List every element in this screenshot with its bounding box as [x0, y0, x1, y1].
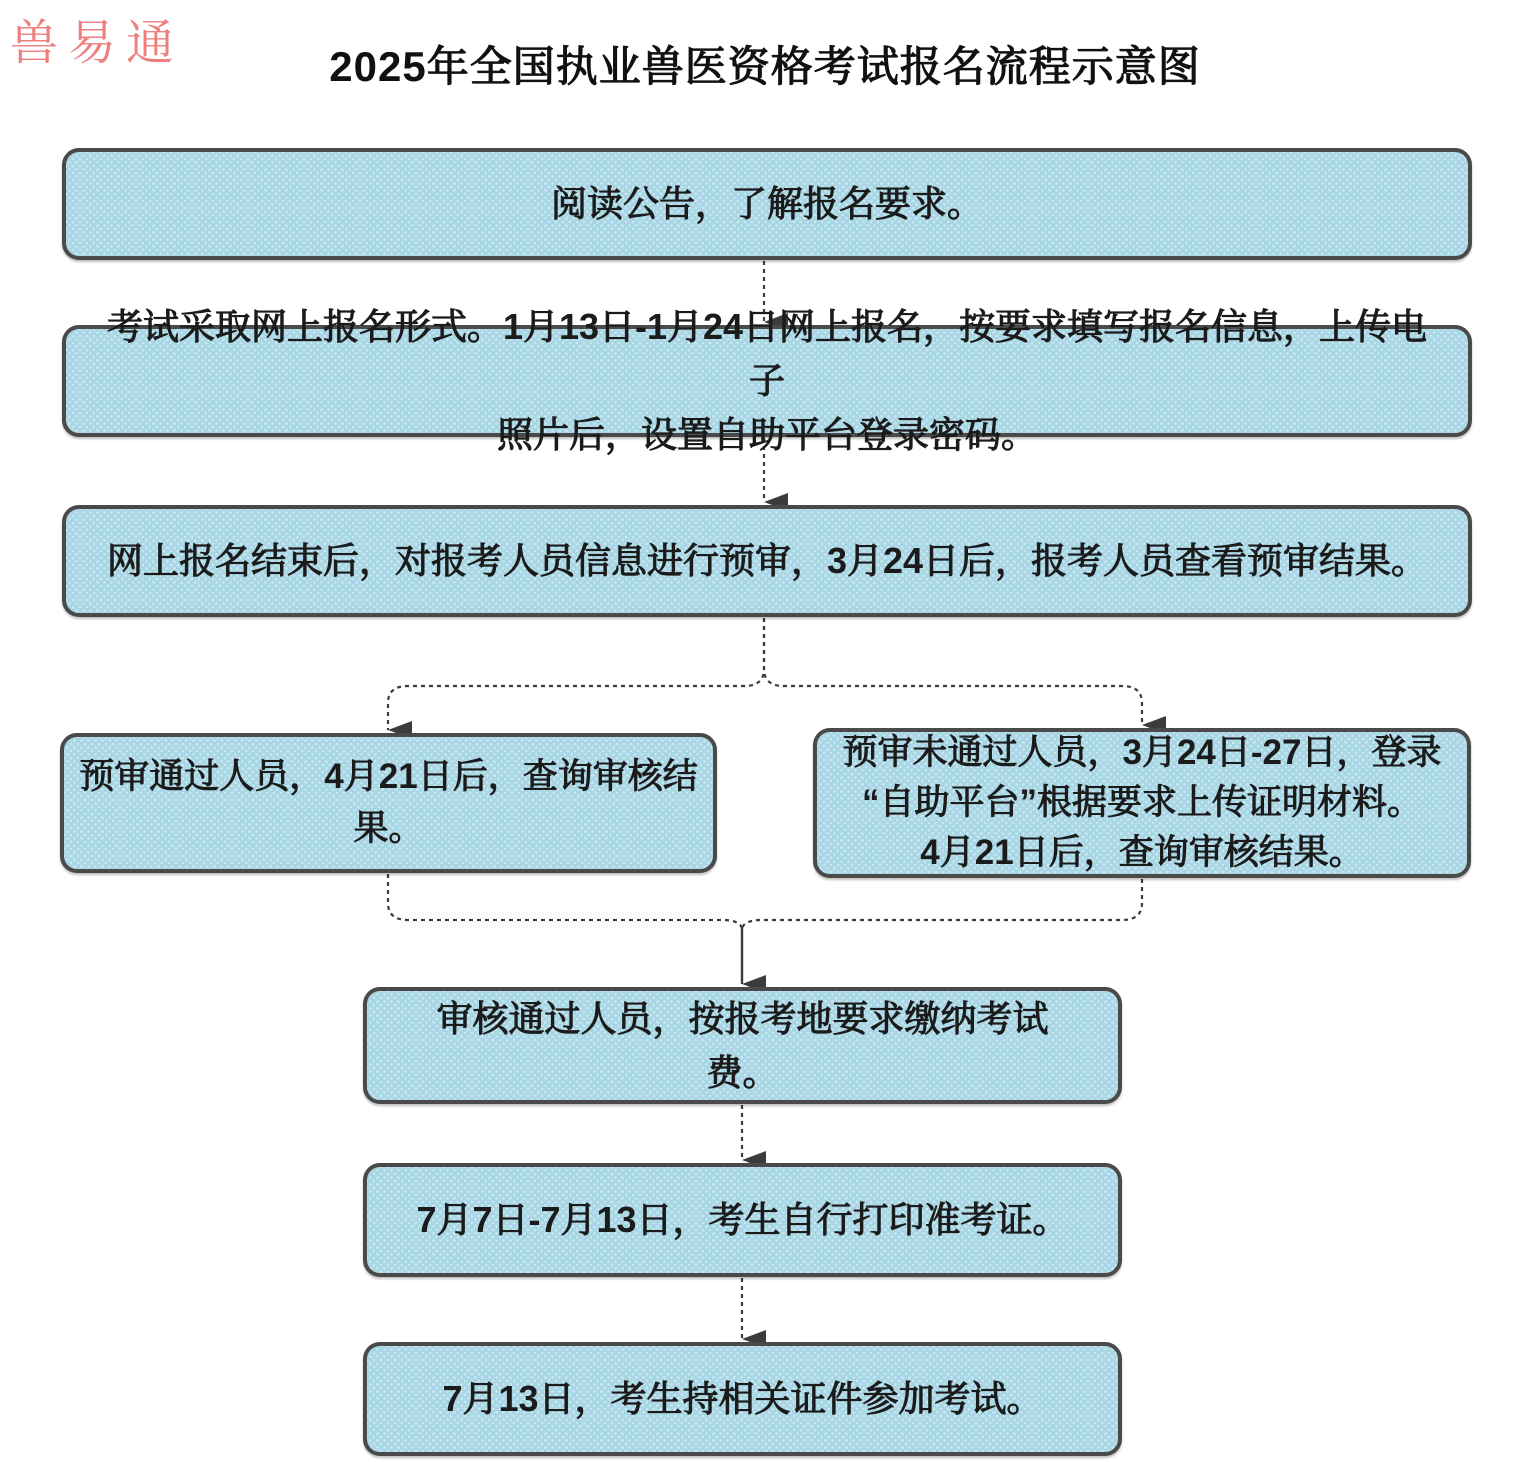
page-title: 2025年全国执业兽医资格考试报名流程示意图 — [329, 43, 1201, 90]
flow-step-text: 预审未通过人员，3月24日-27日，登录 — [842, 732, 1442, 772]
flow-step-text: “自助平台”根据要求上传证明材料。 — [861, 782, 1422, 822]
watermark-text: 兽易通 — [10, 17, 185, 70]
flow-step-read-notice — [62, 148, 1472, 260]
flow-step-pre-review-passed — [60, 733, 717, 873]
flow-step-pay-fee — [363, 987, 1122, 1104]
connector-merge-right — [742, 879, 1142, 930]
flow-step-text: 果。 — [353, 809, 424, 848]
flow-step-text: 预审通过人员，4月21日后，查询审核结 — [79, 756, 698, 796]
flow-step-text: 4月21日后，查询审核结果。 — [920, 833, 1364, 873]
flow-step-take-exam — [363, 1342, 1122, 1456]
flow-step-text: 考试采取网上报名形式。1月13日-1月24日网上报名，按要求填写报名信息，上传电子 — [106, 306, 1428, 401]
connector-branch-right — [764, 618, 1142, 725]
connector-branch-left — [388, 618, 764, 730]
flow-step-pre-review-failed — [813, 728, 1471, 878]
flow-step-print-ticket — [363, 1163, 1122, 1277]
flow-step-text: 7月7日-7月13日，考生自行打印准考证。 — [416, 1199, 1069, 1240]
flow-step-text: 审核通过人员，按报考地要求缴纳考试费。 — [436, 997, 1049, 1093]
flow-step-text: 照片后，设置自助平台登录密码。 — [496, 414, 1037, 455]
flow-step-text: 阅读公告，了解报名要求。 — [550, 183, 983, 224]
connector-merge-left — [388, 874, 742, 930]
flow-step-text: 网上报名结束后，对报考人员信息进行预审，3月24日后，报考人员查看预审结果。 — [106, 540, 1428, 581]
flow-step-online-register — [62, 306, 1472, 455]
flow-step-pre-review — [62, 505, 1472, 617]
flow-step-text: 7月13日，考生持相关证件参加考试。 — [442, 1378, 1043, 1419]
